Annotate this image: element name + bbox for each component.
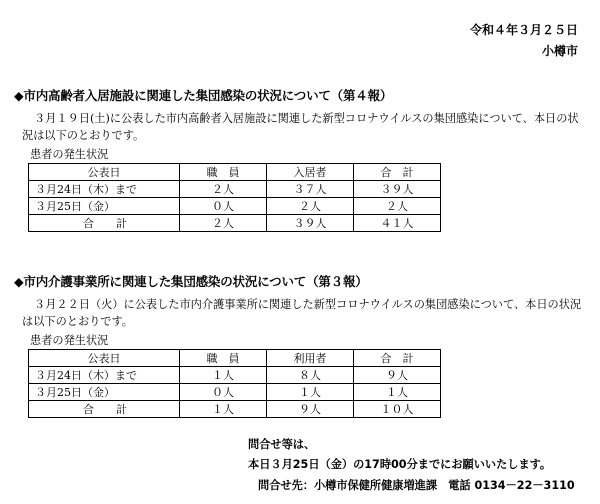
table-cell: ３月25日（金） xyxy=(29,384,180,401)
table-cell: ３９人 xyxy=(267,215,354,232)
table-cell: ２人 xyxy=(267,198,354,215)
table-header-row xyxy=(29,350,441,367)
section-2-paragraph: ３月２２日（火）に公表した市内介護事業所に関連した新型コロナウイルスの集団感染について、本日の状況は以下のとおりです。 xyxy=(22,298,582,328)
table-cell: ２人 xyxy=(180,215,267,232)
table-cell: ２人 xyxy=(180,181,267,198)
contact-info: 問合せ先：小樽市保健所健康増進課 電話 0134－22－3110 xyxy=(258,479,575,492)
table-header-row xyxy=(29,164,441,181)
table-row xyxy=(29,384,441,401)
table-cell: ３７人 xyxy=(267,181,354,198)
table-cell: ８人 xyxy=(267,367,354,384)
section-2-table-caption: 患者の発生状況 xyxy=(30,334,109,347)
table-cell: 合 計 xyxy=(29,215,180,232)
section-2-table xyxy=(28,349,441,418)
table-cell: １人 xyxy=(354,384,441,401)
contact-deadline: 本日３月25日（金）の17時00分までにお願いいたします。 xyxy=(248,458,552,471)
column-header: 利用者 xyxy=(267,350,354,367)
column-header: 公表日 xyxy=(29,164,180,181)
table-cell: ３月25日（金） xyxy=(29,198,180,215)
table-cell: １人 xyxy=(267,384,354,401)
section-2-title: ◆市内介護事業所に関連した集団感染の状況について（第３報） xyxy=(14,274,368,289)
table-cell: ３月24日（木）まで xyxy=(29,367,180,384)
table-cell: １人 xyxy=(180,401,267,418)
table-cell: ３月24日（木）まで xyxy=(29,181,180,198)
table-cell: ３９人 xyxy=(354,181,441,198)
column-header: 入居者 xyxy=(267,164,354,181)
issuing-organization: 小樽市 xyxy=(541,44,578,58)
contact-intro: 問合せ等は、 xyxy=(248,438,316,451)
table-cell: ９人 xyxy=(354,367,441,384)
issue-date: 令和４年３月２５日 xyxy=(469,23,578,37)
section-1-title: ◆市内高齢者入居施設に関連した集団感染の状況について（第４報） xyxy=(14,88,393,103)
section-1-table-caption: 患者の発生状況 xyxy=(30,148,109,161)
column-header: 合 計 xyxy=(354,350,441,367)
table-cell: ２人 xyxy=(354,198,441,215)
column-header: 合 計 xyxy=(354,164,441,181)
table-row xyxy=(29,198,441,215)
section-1-table xyxy=(28,163,441,232)
table-row xyxy=(29,181,441,198)
table-cell: １０人 xyxy=(354,401,441,418)
table-cell: ４１人 xyxy=(354,215,441,232)
column-header: 職 員 xyxy=(180,164,267,181)
header-block xyxy=(470,20,578,62)
column-header: 公表日 xyxy=(29,350,180,367)
table-row xyxy=(29,367,441,384)
table-cell: １人 xyxy=(180,367,267,384)
table-total-row xyxy=(29,215,441,232)
table-total-row xyxy=(29,401,441,418)
table-cell: ９人 xyxy=(267,401,354,418)
column-header: 職 員 xyxy=(180,350,267,367)
table-cell: 合 計 xyxy=(29,401,180,418)
section-1-paragraph: ３月１９日(土)に公表した市内高齢者入居施設に関連した新型コロナウイルスの集団感染について、本日の状況は以下のとおりです。 xyxy=(22,112,579,142)
table-cell: ０人 xyxy=(180,384,267,401)
table-cell: ０人 xyxy=(180,198,267,215)
